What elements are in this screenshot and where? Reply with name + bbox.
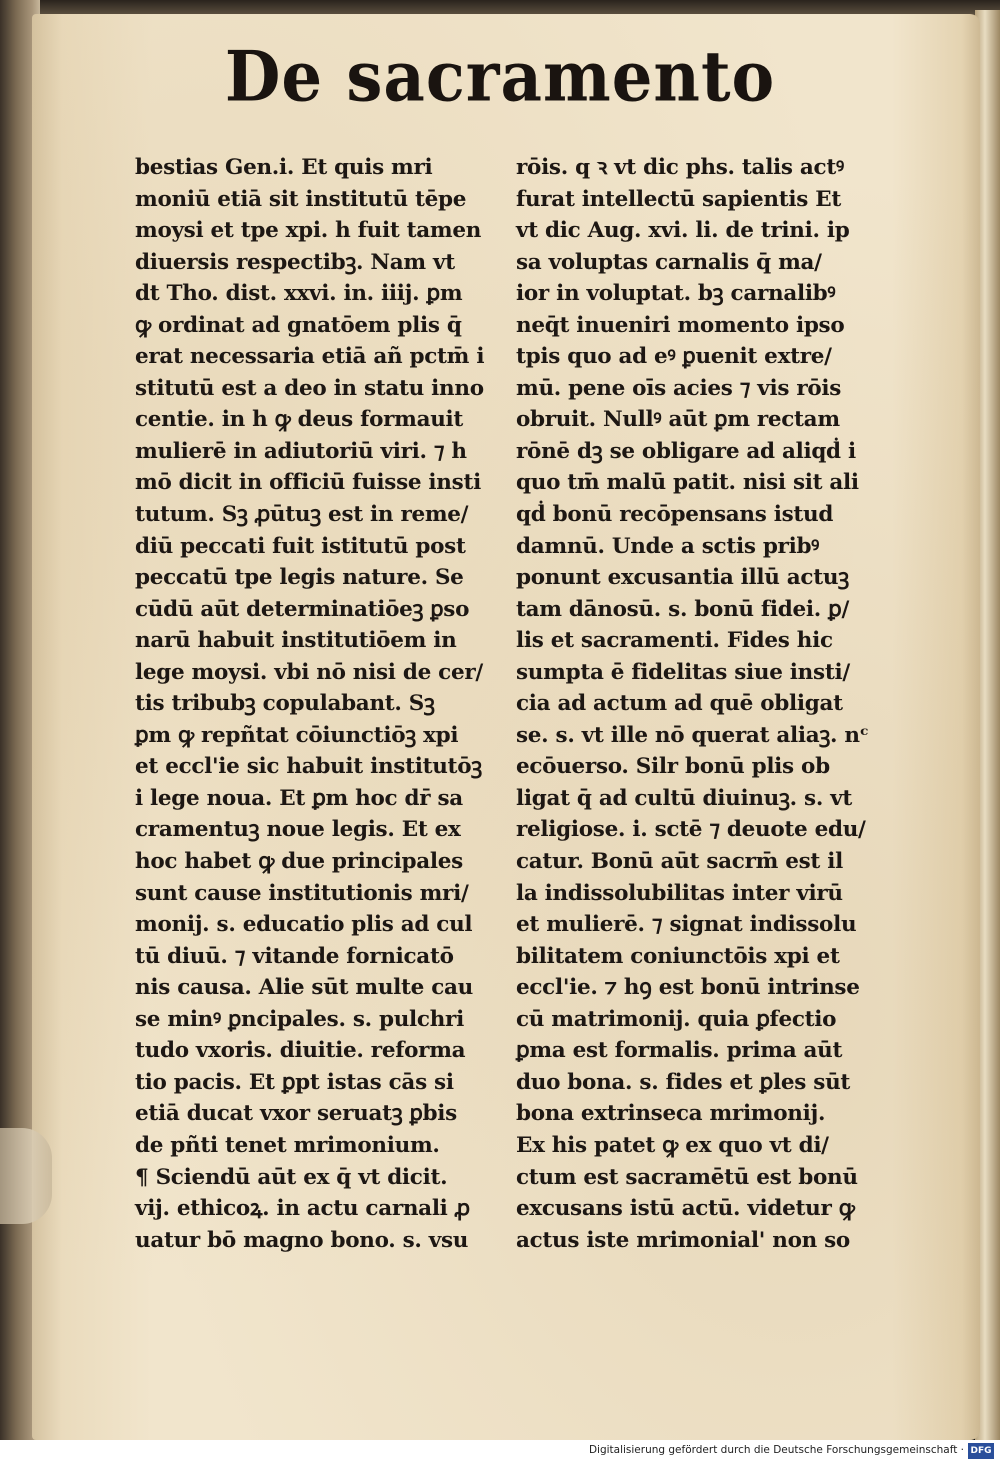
text-line: excusans istū actū. videtur ꝙ: [516, 1196, 855, 1222]
text-line: uatur bō magno bono. s. vsu: [135, 1227, 469, 1253]
text-line: moysi et tpe xpi. h fuit tamen: [135, 218, 482, 244]
text-line: ꝙ ordinat ad gnatōem plis q̄: [135, 312, 462, 338]
text-line: moniū etiā sit institutū tēpe: [135, 186, 467, 212]
text-line: tam dānosū. s. bonū fidei. ꝑ/: [516, 596, 850, 622]
text-line: se minꝰ ꝑncipales. s. pulchri: [135, 1006, 464, 1032]
text-line: rōis. q ꝛ vt dic phs. talis actꝰ: [516, 155, 844, 180]
text-line: monij. s. educatio plis ad cul: [135, 912, 473, 938]
text-line: stitutū est a deo in statu inno: [135, 375, 484, 401]
text-line: cū matrimonij. quia ꝑfectio: [516, 1006, 837, 1032]
text-line: nis causa. Alie sūt multe cau: [135, 975, 473, 1001]
text-column-right: [516, 152, 881, 1256]
text-line: ior in voluptat. bꝫ carnalibꝰ: [516, 281, 836, 307]
text-line: furat intellectū sapientis Et: [516, 186, 841, 212]
text-line: narū habuit institutiōem in: [135, 628, 457, 654]
footer-credit: Digitalisierung gefördert durch die Deutsche Forschungsgemeinschaft ·: [588, 1444, 964, 1456]
text-line: diū peccati fuit istitutū post: [135, 533, 466, 559]
text-line: tpis quo ad eꝰ ꝑuenit extre/: [516, 344, 832, 370]
text-line: catur. Bonū aūt sacrm̄ est il: [516, 849, 843, 875]
text-line: neq̄t inueniri momento ipso: [516, 312, 845, 338]
text-line: rōnē dꝫ se obligare ad aliqḋ i: [516, 438, 856, 464]
text-line: qḋ bonū recōpensans istud: [516, 502, 834, 528]
text-line: ecōuerso. Silr bonū plis ob: [516, 754, 830, 780]
text-line: tutum. Sꝫ ꝓūtuꝫ est in reme/: [135, 502, 469, 528]
text-line: cia ad actum ad quē obligat: [516, 691, 843, 717]
text-line: centie. in h ꝙ deus formauit: [135, 407, 464, 433]
text-line: vij. ethicoꝝ. in actu carnali ꝓ: [135, 1196, 470, 1222]
text-line: etiā ducat vxor seruatꝫ ꝑbis: [135, 1101, 457, 1127]
text-line: sunt cause institutionis mri/: [135, 880, 469, 906]
text-line: bestias Gen.i. Et quis mri: [135, 155, 433, 180]
text-line: lis et sacramenti. Fides hic: [516, 628, 833, 654]
text-line: tū diuū. ⁊ vitande fornicatō: [135, 943, 454, 969]
text-line: et mulierē. ⁊ signat indissolu: [516, 912, 857, 938]
text-line: Ex his patet ꝙ ex quo vt di/: [516, 1132, 829, 1158]
text-line: se. s. vt ille nō querat aliaꝫ. nᶜ: [516, 722, 869, 748]
text-line: lege moysi. vbi nō nisi de cer/: [135, 659, 483, 685]
text-line: bona extrinseca mrimonij.: [516, 1101, 826, 1127]
text-line: vt dic Aug. xvi. li. de trini. ip: [516, 218, 850, 244]
text-line: la indissolubilitas inter virū: [516, 880, 843, 906]
text-line: duo bona. s. fides et ꝑles sūt: [516, 1069, 851, 1095]
text-line: erat necessaria etiā añ pctm̄ i: [135, 344, 485, 370]
text-line: tudo vxoris. diuitie. reforma: [135, 1038, 466, 1064]
text-line: ꝑm ꝙ repñtat cōiunctiōꝫ xpi: [135, 722, 459, 748]
footer-bar: [0, 1440, 1000, 1463]
page-title: De sacramento: [224, 37, 776, 118]
text-line: mō dicit in officiū fuisse insti: [135, 470, 481, 496]
text-line: ¶ Sciendū aūt ex q̄ vt dicit.: [135, 1164, 448, 1190]
text-line: obruit. Nullꝰ aūt ꝑm rectam: [516, 407, 840, 433]
text-line: sa voluptas carnalis q̄ ma/: [516, 249, 822, 275]
text-line: ctum est sacramētū est bonū: [516, 1164, 858, 1190]
page-tab-marker: [0, 1128, 52, 1224]
text-line: mulierē in adiutoriū viri. ⁊ h: [135, 438, 467, 464]
text-line: mū. pene oīs acies ⁊ vis rōis: [516, 375, 842, 401]
text-line: hoc habet ꝙ due principales: [135, 849, 463, 875]
dfg-logo-icon: DFG: [968, 1443, 994, 1459]
text-column-left: [135, 152, 500, 1256]
text-line: damnū. Unde a sctis pribꝰ: [516, 533, 820, 559]
text-line: de pñti tenet mrimonium.: [135, 1132, 440, 1158]
text-line: ꝑma est formalis. prima aūt: [516, 1038, 843, 1064]
text-line: bilitatem coniunctōis xpi et: [516, 943, 840, 969]
text-line: ligat q̄ ad cultū diuinuꝫ. s. vt: [516, 785, 853, 811]
text-line: actus iste mrimonial' non so: [516, 1227, 850, 1253]
text-line: quo tm̄ malū patit. nisi sit ali: [516, 470, 859, 496]
text-line: et eccl'ie sic habuit institutōꝫ: [135, 754, 482, 780]
text-line: religiose. i. sctē ⁊ deuote edu/: [516, 817, 866, 843]
text-line: ponunt excusantia illū actuꝫ: [516, 565, 849, 591]
text-line: i lege noua. Et ꝑm hoc dr̄ sa: [135, 785, 463, 811]
text-line: sumpta ē fidelitas siue insti/: [516, 659, 850, 685]
text-line: eccl'ie. ⁊ hꝯ est bonū intrinse: [516, 975, 860, 1001]
text-line: cūdū aūt determinatiōeꝫ ꝑso: [135, 596, 470, 622]
text-line: dt Tho. dist. xxvi. in. iiij. ꝑm: [135, 281, 463, 307]
text-line: peccatū tpe legis nature. Se: [135, 565, 464, 591]
text-line: cramentuꝫ noue legis. Et ex: [135, 817, 461, 843]
text-line: diuersis respectibꝫ. Nam vt: [135, 249, 455, 275]
text-line: tis tribubꝫ copulabant. Sꝫ: [135, 691, 435, 717]
text-line: tio pacis. Et ꝑpt istas cās si: [135, 1069, 454, 1095]
